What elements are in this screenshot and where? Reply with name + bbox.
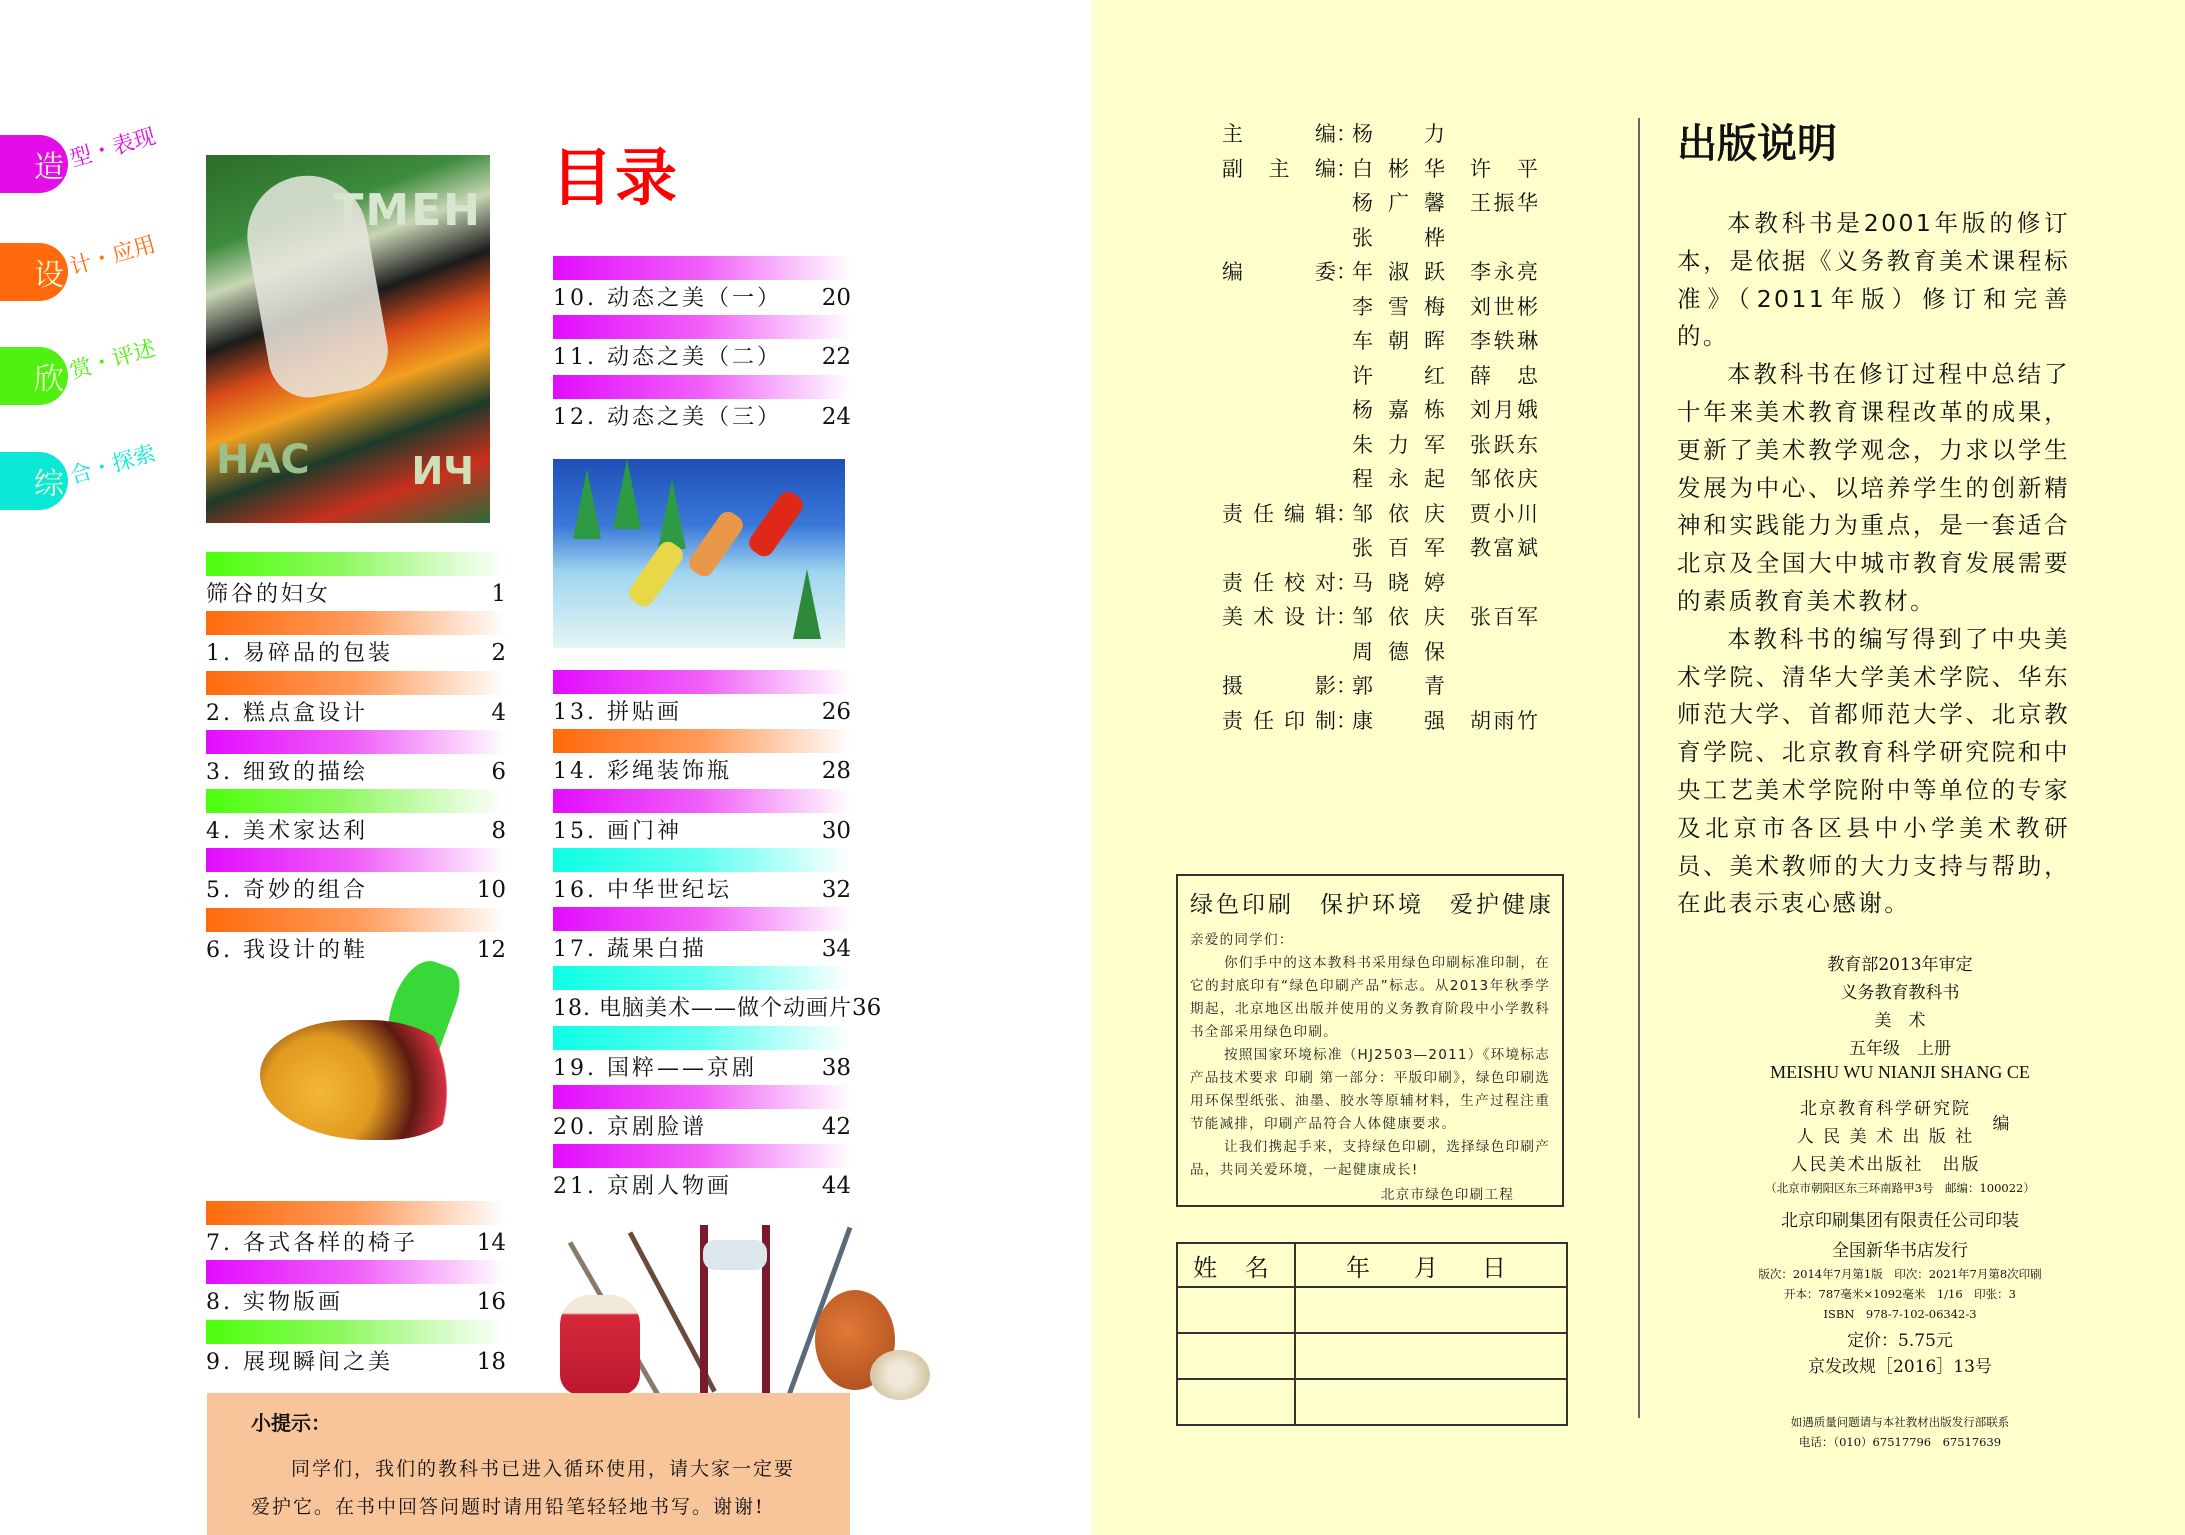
toc-item-page: 32 [821,876,851,903]
tab-label: 合・探索 [67,440,159,489]
toc-color-bar [553,670,851,694]
credit-label: 责任校对 [1222,570,1336,595]
date-cell[interactable] [1295,1333,1567,1379]
grade-line: 五年级 上册 [1849,1039,1951,1059]
table-row [1177,1287,1567,1333]
toc-color-bar [553,789,851,813]
tip-title: 小提示： [251,1411,331,1435]
green-printing-paragraph: 你们手中的这本教科书采用绿色印刷标准印制，在它的封底印有“绿色印刷产品”标志。从2013年秋季学期起，北京地区出版并使用的义务教育阶段中小学教科书全部采用绿色印刷。 [1190,955,1550,1040]
tab-label: 赏・评述 [67,335,159,384]
printer-line: 北京印刷集团有限责任公司印装 [1781,1211,2019,1231]
toc-item-page: 30 [821,817,851,844]
credit-name: 薛忠 [1470,363,1538,388]
publish-note-body [1677,205,2070,923]
toc-column-2b [553,670,882,1204]
toc-item-label: 1. 易碎品的包装 [206,641,393,667]
skier-shape [685,508,746,580]
edition-line: 版次：2014年7月第1版 印次：2021年7月第8次印刷 [1758,1267,2042,1281]
painting-letters-bottom-right: ИЧ [411,449,474,493]
chinese-instruments-image [550,1220,950,1420]
toc-item-page: 44 [821,1173,851,1200]
publish-note-paragraph: 本教科书在修订过程中总结了十年来美术教育课程改革的成果，更新了美术教学观念，力求以学生发展为中心、以培养学生的创新精神和实践能力为重点，是一套适合北京及全国大中城市教育发展需要的素质教育美术教材。 [1677,360,2070,615]
toc-item[interactable] [553,315,851,374]
toc-item[interactable] [206,1320,506,1379]
toc-item-page: 34 [821,936,851,963]
price-line: 定价：5.75元 [1847,1331,1953,1351]
toc-item-label: 16. 中华世纪坛 [553,877,732,903]
toc-color-bar [553,729,851,753]
tree-shape [573,469,601,539]
credit-label: 主编 [1222,122,1336,147]
credit-name: 朱力军 [1352,432,1445,457]
toc-item[interactable] [553,966,882,1025]
toc-item-label: 6. 我设计的鞋 [206,937,368,963]
tree-shape [658,479,686,549]
red-drum-shape [560,1295,640,1395]
toc-item-page: 20 [821,285,851,311]
toc-item[interactable] [553,1085,851,1144]
toc-color-bar [553,966,851,990]
table-header-date: 年 月 日 [1295,1243,1567,1287]
toc-item[interactable] [553,1144,851,1203]
toc-color-bar [553,1144,851,1168]
toc-item-label: 11. 动态之美（二） [553,345,782,371]
credit-row: 摄影 ： 郭青 [1222,668,1538,703]
dragon-shoe-image [240,960,480,1150]
toc-color-bar [206,848,506,872]
toc-item-page: 22 [821,344,851,371]
toc-color-bar [206,1201,506,1225]
green-printing-signature: 北京市绿色印刷工程 [1380,1187,1514,1203]
credit-name: 程永起 [1352,467,1445,492]
isbn-line: ISBN 978-7-102-06342-3 [1823,1307,1977,1321]
credit-row [1222,185,1538,220]
credit-row [1222,289,1538,324]
toc-item-page: 42 [821,1114,851,1141]
toc-item[interactable] [206,848,506,907]
toc-column-1b [206,1201,506,1379]
green-printing-notice [1176,874,1564,1207]
tab-label: 计・应用 [67,231,159,280]
tab-pill: 欣 [0,347,68,405]
toc-item-page: 8 [491,818,506,845]
toc-item-label: 18. 电脑美术——做个动画片 [553,996,852,1022]
credit-name: 年淑跃 [1352,260,1445,285]
toc-color-bar [206,1320,506,1344]
toc-color-bar [206,1260,506,1284]
editors-block [1700,1092,2100,1180]
credit-row: 副主编 ： 白彬华 许平 [1222,151,1538,186]
shoe-body-shape [260,1020,460,1140]
distributor-line: 全国新华书店发行 [1832,1241,1968,1261]
toc-item-label: 19. 国粹——京剧 [553,1055,757,1081]
credit-name: 刘月娥 [1470,398,1538,423]
toc-item[interactable] [206,1201,506,1260]
toc-item-page: 2 [491,640,506,667]
vertical-divider [1638,118,1640,1418]
credit-row [1222,220,1538,255]
publish-note-paragraph: 本教科书是2001年版的修订本，是依据《义务教育美术课程标准》（2011年版）修订和完善的。 [1677,209,2070,351]
toc-item-page: 12 [476,936,506,963]
side-tab-design-application [0,231,159,301]
toc-item[interactable] [553,907,851,966]
contact-line: 如遇质量问题请与本社教材出版发行部联系 [1790,1415,2010,1429]
painting-letters-bottom-left: HAC [216,437,310,483]
green-printing-title: 绿色印刷 保护环境 爱护健康 [1190,892,1554,918]
tree-shape [793,569,821,639]
credit-name: 张百军 [1352,536,1445,561]
toc-item-page: 36 [851,995,882,1022]
skiing-painting-image [553,459,845,648]
credit-name: 杨广馨 [1352,191,1445,216]
tab-pill: 造 [0,135,68,193]
toc-item[interactable] [206,671,506,730]
toc-item[interactable] [553,375,851,434]
toc-item-page: 14 [476,1230,506,1256]
toc-item[interactable] [553,256,851,315]
toc-item[interactable] [206,552,506,611]
credit-row: 主编 ： 杨力 [1222,116,1538,151]
credit-row [1222,634,1538,669]
credit-name: 许平 [1470,156,1538,181]
toc-item[interactable] [206,730,506,789]
toc-item-label: 9. 展现瞬间之美 [206,1349,393,1375]
tab-pill: 设 [0,243,68,301]
toc-item-page: 10 [476,877,506,904]
credit-label: 美术设计 [1222,605,1336,630]
series-line: 义务教育教科书 [1840,983,1960,1003]
toc-item[interactable] [553,729,851,788]
table-row [1177,1379,1567,1425]
credit-row [1222,530,1538,565]
stand-drum-shape [703,1240,767,1270]
tip-text: 同学们，我们的教科书已进入循环使用，请大家一定要爱护它。在书中回答问题时请用铅笔轻轻地书写。谢谢! [251,1458,796,1518]
credit-name: 郭青 [1352,674,1445,699]
toc-item-page: 6 [491,758,506,785]
credit-name: 周德保 [1352,639,1445,664]
toc-column-2a [553,256,851,434]
subject-line: 美 术 [1874,1011,1926,1031]
toc-item-page: 4 [491,699,506,726]
toc-item[interactable] [206,1260,506,1319]
date-cell[interactable] [1295,1287,1567,1333]
credit-label: 编委 [1222,260,1336,285]
credit-label: 责任印制 [1222,708,1336,733]
toc-color-bar [553,375,851,399]
toc-color-bar [553,848,851,872]
approval-line: 教育部2013年审定 [1827,955,1973,975]
permit-line: 京发改规［2016］13号 [1808,1357,1992,1377]
credit-name: 邹依庆 [1352,605,1445,630]
toc-item-label: 2. 糕点盒设计 [206,700,368,726]
toc-item-page: 38 [821,1054,851,1081]
phone-line: 电话：（010）67517796 67517639 [1798,1435,2002,1449]
toc-item-page: 28 [821,758,851,785]
painting-letters-top: TMEH [333,185,482,236]
credit-row [1222,461,1538,496]
credit-name: 杨嘉栋 [1352,398,1445,423]
credit-name: 张百军 [1470,605,1538,630]
publisher-line: 人民美术出版社 出版 [1790,1155,1981,1175]
name-cell[interactable] [1177,1287,1295,1333]
toc-item[interactable] [553,1026,851,1085]
credit-row [1222,323,1538,358]
toc-item-label: 7. 各式各样的椅子 [206,1231,418,1256]
toc-color-bar [553,907,851,931]
editorial-credits [1222,116,1538,737]
cubist-painting-image [206,155,490,523]
toc-item-label: 筛谷的妇女 [206,582,332,607]
name-cell[interactable] [1177,1333,1295,1379]
toc-item[interactable] [553,848,851,907]
toc-item[interactable] [206,908,506,967]
credit-name: 许红 [1352,363,1445,388]
toc-item[interactable] [553,789,851,848]
toc-color-bar [206,789,506,813]
credit-name: 马晓婷 [1352,570,1445,595]
pinyin-title: MEISHU WU NIANJI SHANG CE [1770,1062,2030,1082]
credit-row: 责任印制 ： 康强 胡雨竹 [1222,703,1538,738]
side-tab-appreciation-review [0,335,159,405]
credit-name: 王振华 [1470,191,1538,216]
toc-item-page: 1 [491,581,506,607]
toc-item[interactable] [206,611,506,670]
publish-note-paragraph: 本教科书的编写得到了中央美术学院、清华大学美术学院、华东师范大学、首都师范大学、北京教育学院、北京教育科学研究院和中央工艺美术学院附中等单位的专家及北京市各区县中小学美术教研员、美术教师的大力支持与帮助，在此表示衷心感谢。 [1677,624,2070,918]
credit-name: 教富斌 [1470,536,1538,561]
toc-color-bar [206,552,506,576]
skier-shape [745,488,806,560]
credit-row [1222,427,1538,462]
tree-shape [613,459,641,529]
credit-name: 白彬华 [1352,156,1445,181]
credit-row: 责任校对 ： 马晓婷 [1222,565,1538,600]
credit-row: 责任编辑 ： 邹依庆 贾小川 [1222,496,1538,531]
toc-item-label: 17. 蔬果白描 [553,937,707,963]
green-printing-greeting: 亲爱的同学们： [1190,932,1294,948]
toc-item-label: 10. 动态之美（一） [553,286,782,311]
toc-item[interactable] [553,670,851,729]
toc-color-bar [206,908,506,932]
toc-item-page: 26 [821,699,851,725]
credit-name: 康强 [1352,708,1445,733]
name-date-table [1176,1242,1568,1426]
toc-column-1 [206,552,506,967]
toc-item-page: 24 [821,403,851,430]
credit-label: 摄影 [1222,674,1336,699]
tab-label: 型・表现 [67,123,159,172]
toc-item-label: 14. 彩绳装饰瓶 [553,759,732,785]
date-cell[interactable] [1295,1379,1567,1425]
credit-row: 编委 ： 年淑跃 李永亮 [1222,254,1538,289]
table-row [1177,1333,1567,1379]
cymbal-shape [870,1350,930,1400]
toc-item-page: 16 [476,1289,506,1316]
colophon [1700,950,2100,1454]
credit-name: 杨力 [1352,122,1445,147]
credit-name: 李轶琳 [1470,329,1538,354]
toc-item-page: 18 [476,1348,506,1375]
green-printing-paragraph: 让我们携起手来，支持绿色印刷，选择绿色印刷产品，共同关爱环境，一起健康成长! [1190,1139,1550,1178]
credit-row [1222,358,1538,393]
toc-color-bar [553,256,851,280]
toc-item-label: 5. 奇妙的组合 [206,878,368,904]
credit-name: 刘世彬 [1470,294,1538,319]
credit-name: 李雪梅 [1352,294,1445,319]
table-header-name: 姓 名 [1177,1243,1295,1287]
toc-item-label: 13. 拼贴画 [553,700,682,725]
toc-color-bar [206,611,506,635]
skier-shape [625,538,686,610]
toc-color-bar [553,315,851,339]
credit-name: 车朝晖 [1352,329,1445,354]
editor-line: 人 民 美 术 出 版 社 [1796,1127,1975,1147]
credit-label: 副主编 [1222,156,1336,181]
toc-item-label: 21. 京剧人物画 [553,1174,732,1200]
editor-line: 北京教育科学研究院 [1800,1099,1971,1119]
credit-name: 邹依庆 [1470,467,1538,492]
edit-suffix: 编 [1992,1113,2010,1134]
toc-item[interactable] [206,789,506,848]
publish-note-title: 出版说明 [1677,121,1837,167]
format-line: 开本：787毫米×1092毫米 1/16 印张：3 [1784,1287,2016,1301]
toc-color-bar [206,671,506,695]
toc-item-label: 4. 美术家达利 [206,819,368,845]
credit-label: 责任编辑 [1222,501,1336,526]
credit-name: 张桦 [1352,225,1445,250]
side-tab-synthesis-exploration [0,440,159,510]
toc-color-bar [553,1026,851,1050]
credit-name: 邹依庆 [1352,501,1445,526]
toc-color-bar [206,730,506,754]
side-tab-shaping-expression [0,123,159,193]
tab-pill: 综 [0,452,68,510]
credit-row [1222,392,1538,427]
credit-name: 张跃东 [1470,432,1538,457]
credit-row: 美术设计 ： 邹依庆 张百军 [1222,599,1538,634]
toc-item-label: 12. 动态之美（三） [553,404,782,430]
toc-item-label: 20. 京剧脸谱 [553,1115,707,1141]
credit-name: 李永亮 [1470,260,1538,285]
credit-name: 贾小川 [1470,501,1538,526]
toc-item-label: 8. 实物版画 [206,1290,343,1316]
toc-color-bar [553,1085,851,1109]
credit-name: 胡雨竹 [1470,708,1538,733]
toc-item-label: 3. 细致的描绘 [206,759,368,785]
name-cell[interactable] [1177,1379,1295,1425]
green-printing-paragraph: 按照国家环境标准（HJ2503—2011）《环境标志产品技术要求 印刷 第一部分：平版印刷》，绿色印刷选用环保型纸张、油墨、胶水等原辅材料，生产过程注重节能减排，印刷产品符合人体健康要求。 [1190,1047,1550,1132]
toc-title: 目录 [551,141,680,214]
toc-item-label: 15. 画门神 [553,818,682,844]
tip-box [207,1393,850,1535]
address-line: （北京市朝阳区东三环南路甲3号 邮编：100022） [1765,1181,2035,1195]
